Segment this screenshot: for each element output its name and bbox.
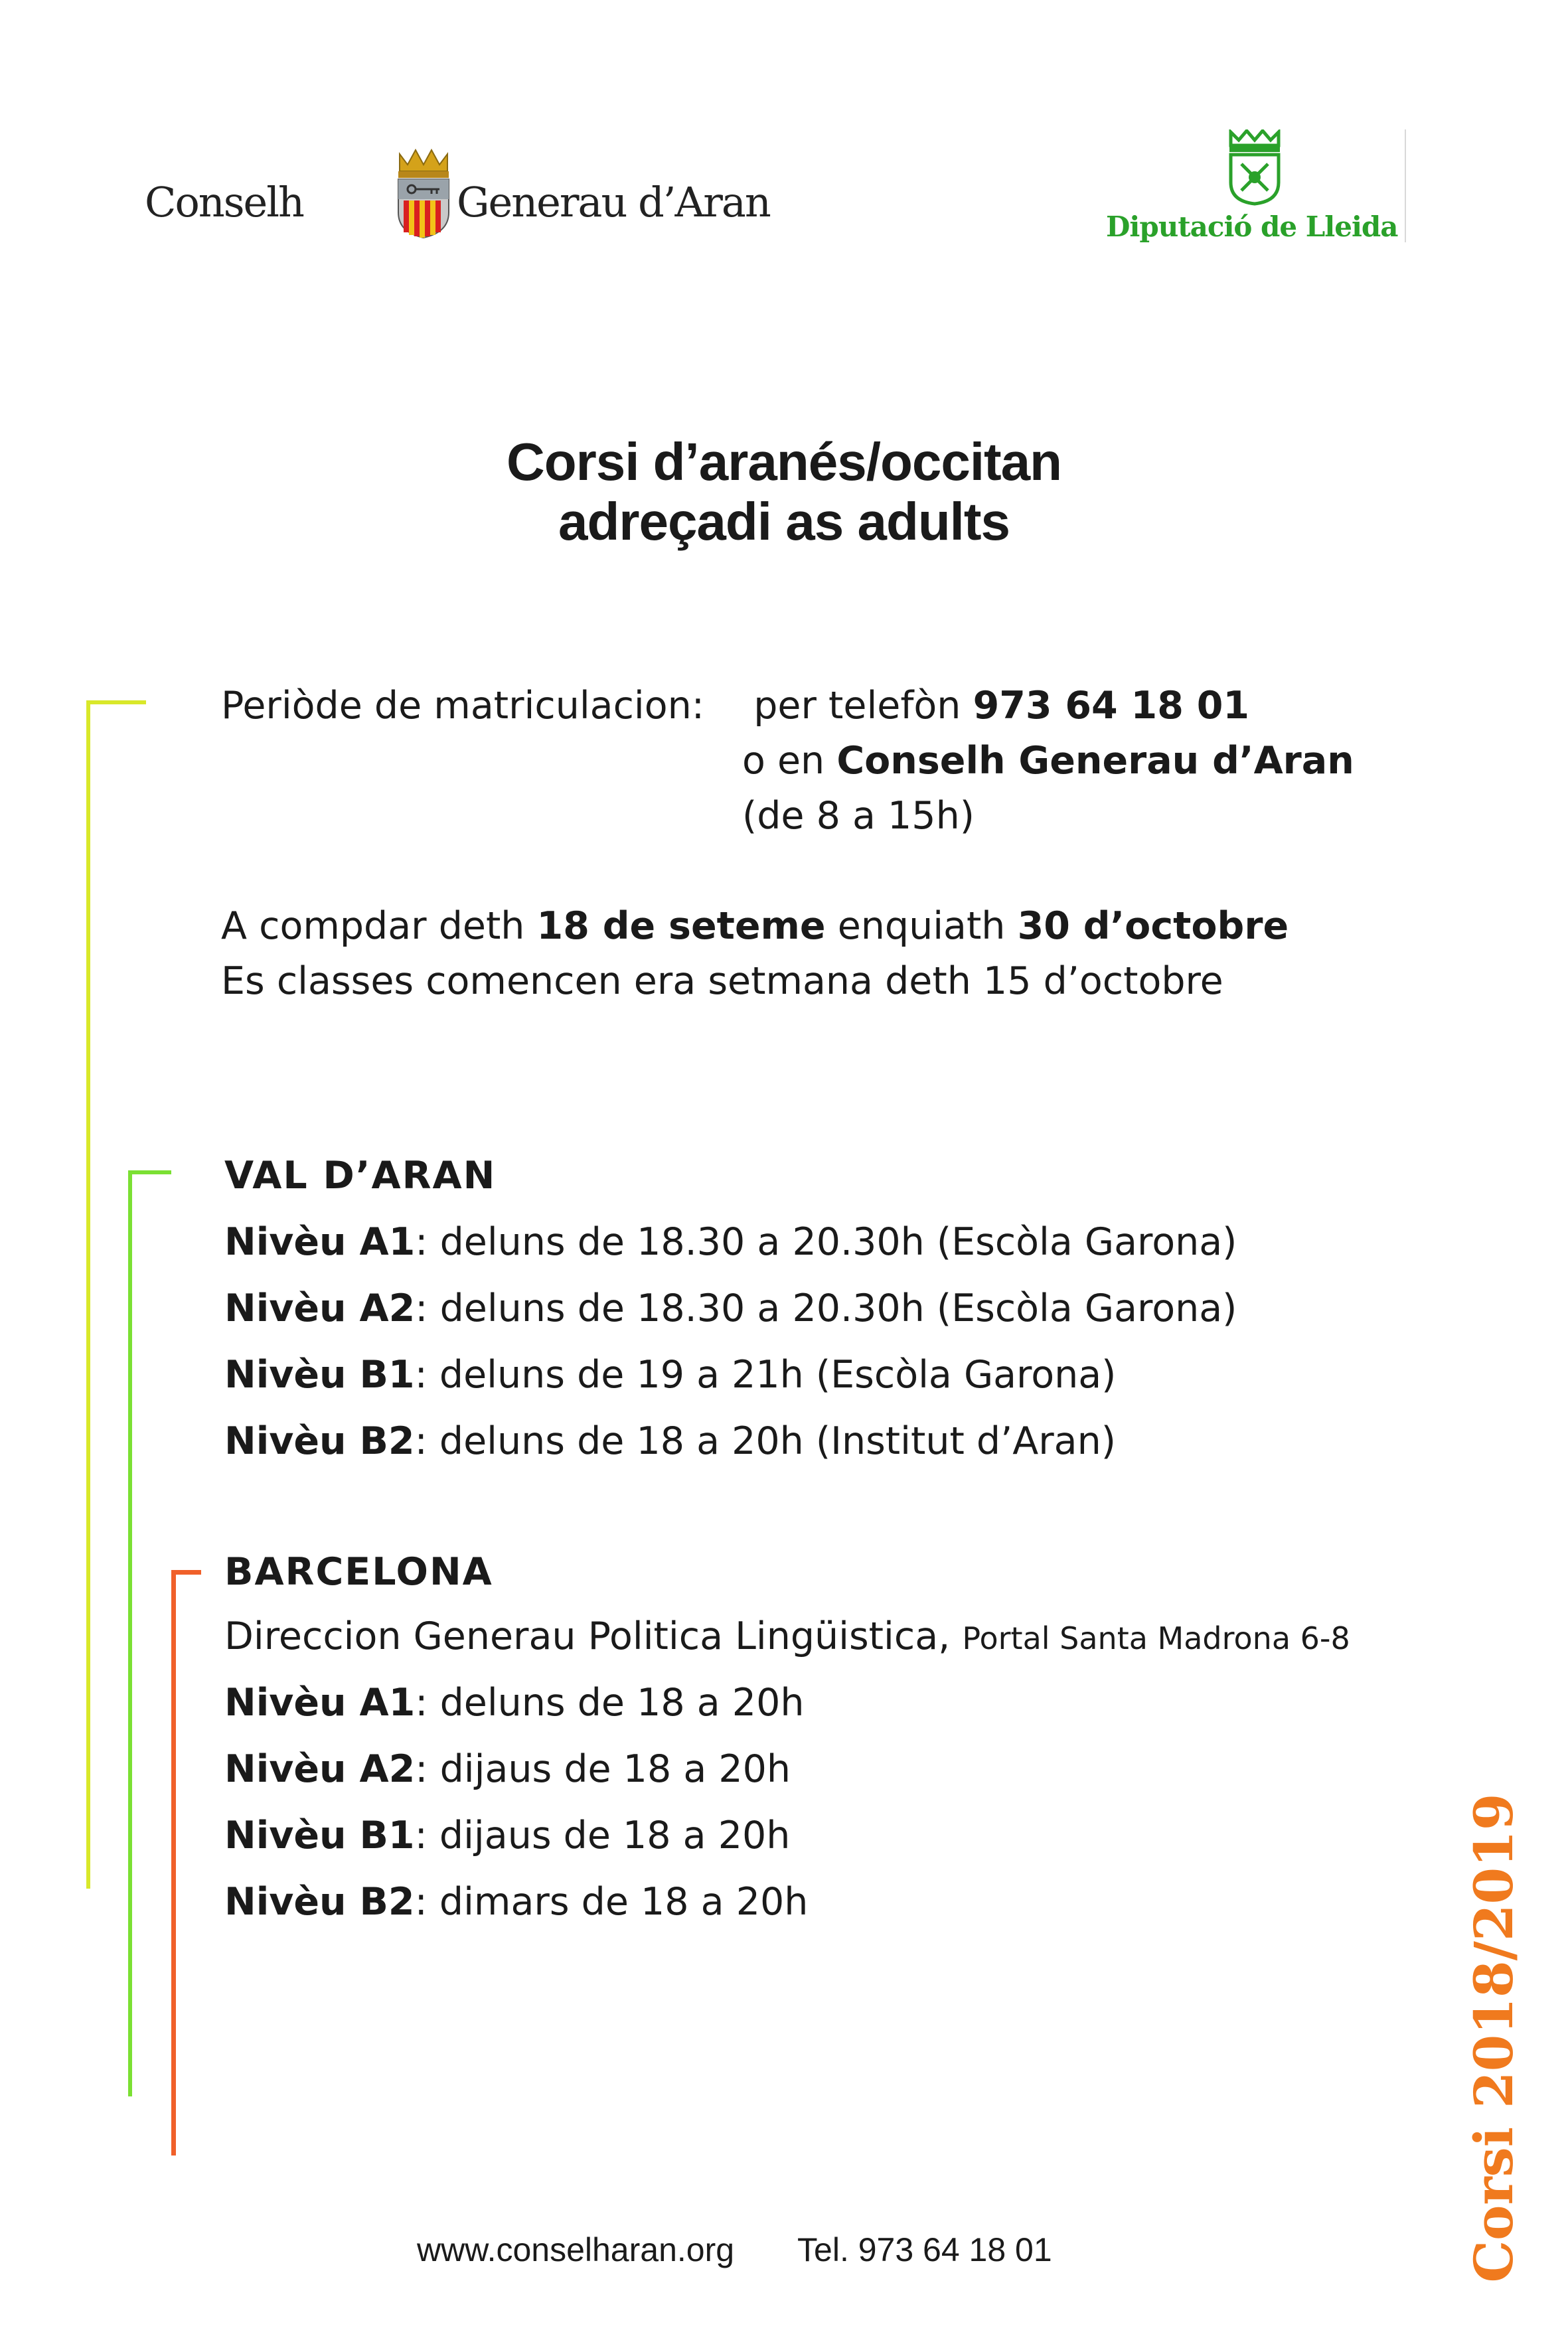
level-schedule: : deluns de 18 a 20h (Institut d’Aran)	[414, 1419, 1116, 1463]
level-schedule: : dijaus de 18 a 20h	[415, 1747, 791, 1791]
level-schedule: : dijaus de 18 a 20h	[414, 1814, 791, 1857]
val-daran-heading: VAL D’ARAN	[224, 1154, 497, 1198]
diputacio-lleida-name: Diputació de Lleida	[1106, 210, 1398, 243]
orange-bracket-horizontal	[171, 1570, 201, 1575]
page-title-line1: Corsi d’aranés/occitan	[506, 432, 1062, 491]
level-name: Nivèu B2	[224, 1880, 415, 1924]
barcelona-heading: BARCELONA	[224, 1550, 493, 1594]
footer-phone: Tel. 973 64 18 01	[797, 2231, 1052, 2268]
enrollment-dates	[221, 904, 1289, 948]
enrollment-line-2	[742, 739, 1354, 783]
enrollment-line-1	[221, 684, 1249, 728]
enrollment-office: Conselh Generau d’Aran	[836, 739, 1354, 783]
enrollment-label: Periòde de matriculacion:	[221, 684, 704, 728]
barcelona-level-b2	[224, 1880, 808, 1924]
val-daran-level-a1	[224, 1220, 1237, 1264]
barcelona-level-b1	[224, 1814, 790, 1857]
barcelona-level-a1	[224, 1681, 804, 1725]
level-name: Nivèu B1	[224, 1814, 415, 1857]
level-schedule: : dimars de 18 a 20h	[414, 1880, 809, 1924]
aran-coat-of-arms-icon	[392, 146, 455, 239]
level-name: Nivèu A1	[224, 1681, 416, 1725]
from-text: A compdar deth	[221, 904, 525, 948]
until-text: enquiath	[837, 904, 1006, 948]
start-date: 18 de seteme	[536, 904, 826, 948]
val-daran-level-b1	[224, 1353, 1116, 1397]
val-daran-level-b2	[224, 1419, 1116, 1463]
diputacio-lleida-logo	[1089, 129, 1407, 246]
logo-divider	[1405, 129, 1406, 242]
or-at-text: o en	[742, 739, 825, 783]
green-bracket-vertical	[128, 1170, 132, 2096]
orange-bracket-vertical	[171, 1570, 176, 2156]
level-schedule: : deluns de 18 a 20h	[415, 1681, 805, 1725]
level-name: Nivèu A1	[224, 1220, 416, 1264]
level-schedule: : deluns de 18.30 a 20.30h (Escòla Garona)	[415, 1220, 1237, 1264]
green-bracket-horizontal	[128, 1170, 171, 1174]
level-name: Nivèu B2	[224, 1419, 415, 1463]
yellow-bracket-horizontal	[86, 700, 146, 704]
level-schedule: : deluns de 19 a 21h (Escòla Garona)	[414, 1353, 1117, 1397]
level-name: Nivèu B1	[224, 1353, 415, 1397]
logo-text-conselh: Conselh	[145, 178, 303, 226]
end-date: 30 d’octobre	[1017, 904, 1289, 948]
course-year-label	[1457, 1793, 1530, 2283]
barcelona-place-name: Direccion Generau Politica Lingüistica,	[224, 1614, 951, 1658]
footer-website[interactable]: www.conselharan.org	[417, 2231, 735, 2268]
classes-start-text: Es classes comencen era setmana deth 15 d’octobre	[221, 959, 1223, 1003]
enrollment-phone: 973 64 18 01	[973, 684, 1250, 728]
logo-text-generau: Generau d’Aran	[457, 178, 770, 226]
val-daran-level-a2	[224, 1287, 1237, 1330]
footer	[417, 2231, 1052, 2269]
barcelona-level-a2	[224, 1747, 791, 1791]
yellow-bracket-vertical	[86, 700, 90, 1889]
page-title-line2: adreçadi as adults	[558, 492, 1010, 551]
level-schedule: : deluns de 18.30 a 20.30h (Escòla Garona)	[415, 1287, 1237, 1330]
course-year-text: Corsi 2018/2019	[1462, 1793, 1525, 2283]
level-name: Nivèu A2	[224, 1287, 416, 1330]
by-phone-text: per telefòn	[753, 684, 961, 728]
level-name: Nivèu A2	[224, 1747, 416, 1791]
lleida-coat-of-arms-icon	[1227, 129, 1283, 206]
barcelona-address: Portal Santa Madrona 6-8	[962, 1620, 1350, 1656]
barcelona-place	[224, 1614, 1350, 1658]
enrollment-hours: (de 8 a 15h)	[742, 794, 975, 838]
